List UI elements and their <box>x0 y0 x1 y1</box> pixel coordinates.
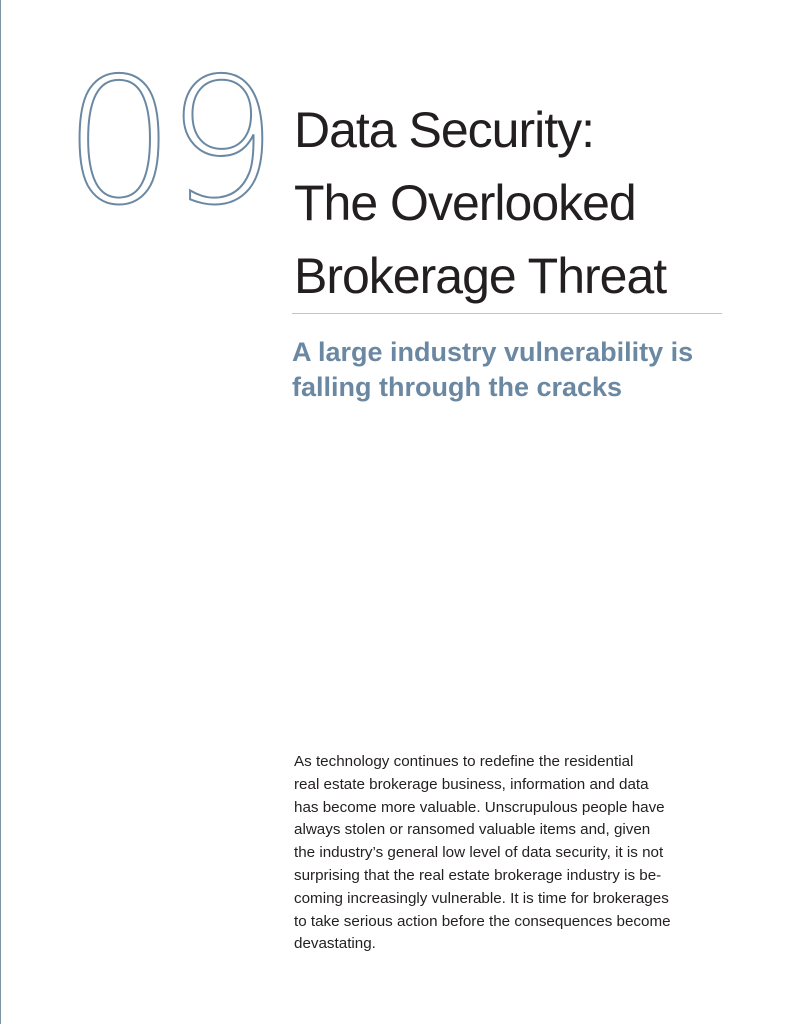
body-line-8: to take serious action before the consequences become <box>294 912 671 930</box>
title-line-3: Brokerage Threat <box>294 248 667 304</box>
intro-paragraph <box>294 751 734 956</box>
page-edge-line <box>0 0 1 1024</box>
subtitle-line-1: A large industry vulnerability is <box>292 337 694 367</box>
title-line-1: Data Security: <box>294 102 595 158</box>
subtitle <box>292 335 722 405</box>
body-line-9: devastating. <box>294 935 376 953</box>
body-line-7: coming increasingly vulnerable. It is time for brokerages <box>294 889 669 907</box>
body-line-6: surprising that the real estate brokerage industry is be- <box>294 866 662 884</box>
title-line-2: The Overlooked <box>294 175 636 231</box>
body-line-2: real estate brokerage business, information and data <box>294 775 649 793</box>
chapter-number: 09 <box>64 41 270 244</box>
body-line-4: always stolen or ransomed valuable items and, given <box>294 821 651 839</box>
page-title <box>294 94 734 313</box>
body-line-5: the industry’s general low level of data security, it is not <box>294 844 664 862</box>
subtitle-line-2: falling through the cracks <box>292 372 623 402</box>
title-divider <box>292 313 722 314</box>
body-line-1: As technology continues to redefine the residential <box>294 753 634 770</box>
body-line-3: has become more valuable. Unscrupulous people have <box>294 798 665 816</box>
